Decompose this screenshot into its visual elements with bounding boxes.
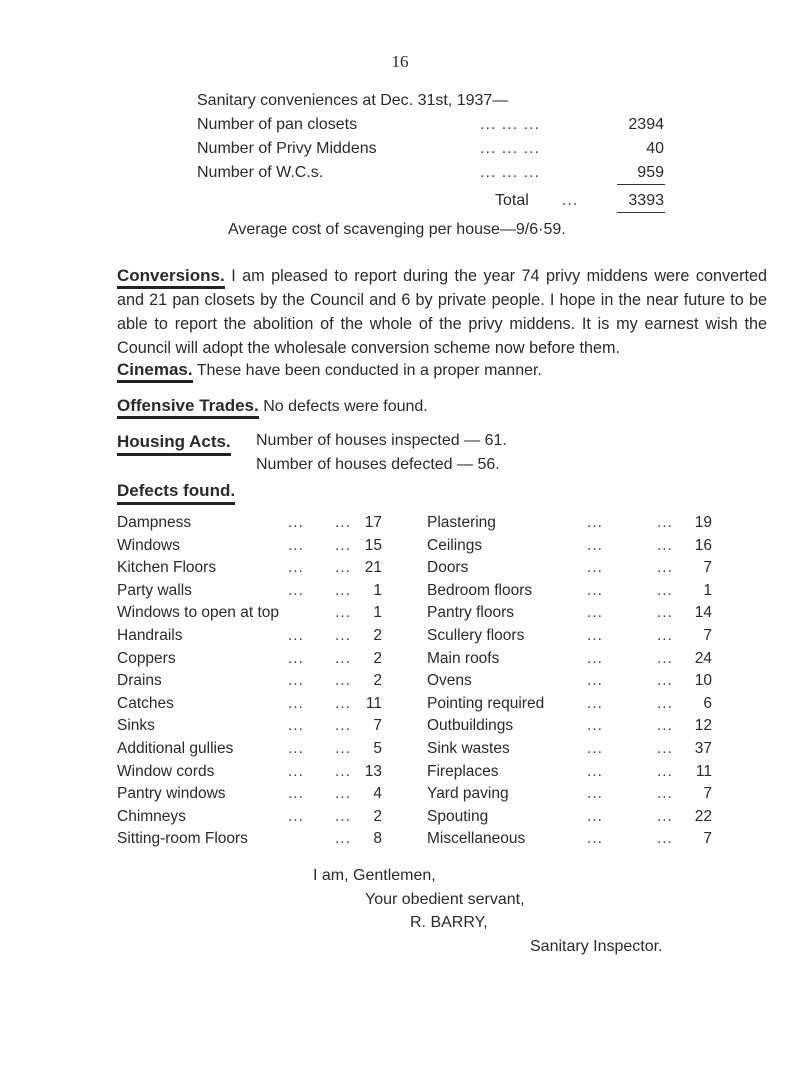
defect-dots: ... <box>657 762 673 780</box>
defect-label: Scullery floors <box>427 627 525 644</box>
defect-label: Sink wastes <box>427 740 510 757</box>
defects-row <box>0 537 800 561</box>
defect-count: 2 <box>373 649 382 667</box>
defect-count: 7 <box>703 627 712 644</box>
defect-dots: ... <box>587 581 603 599</box>
defect-count: 11 <box>365 694 382 712</box>
defect-dots: ... <box>288 581 304 599</box>
total-bottom-rule <box>617 212 665 213</box>
defect-dots: ... <box>335 627 351 644</box>
defect-dots: ... <box>335 785 351 803</box>
defect-dots: ... <box>657 785 673 803</box>
sanitary-row-label: Number of Privy Middens <box>197 140 377 157</box>
defects-row <box>0 830 800 854</box>
defect-label: Handrails <box>117 627 183 644</box>
defect-label: Chimneys <box>117 807 186 825</box>
defects-row <box>0 695 800 719</box>
sanitary-section <box>0 0 800 300</box>
defect-dots: ... <box>587 740 603 757</box>
defect-count: 2 <box>373 807 382 825</box>
housing-acts-heading: Housing Acts. <box>117 432 231 456</box>
defect-label: Coppers <box>117 649 176 667</box>
defect-label: Windows <box>117 536 180 554</box>
defect-dots: ... <box>335 581 351 599</box>
total-label: Total <box>495 192 529 209</box>
defect-dots: ... <box>288 785 304 803</box>
defect-label: Spouting <box>427 807 489 825</box>
defect-dots: ... <box>587 559 603 577</box>
defect-label: Windows to open at top <box>117 604 279 622</box>
defect-label: Dampness <box>117 514 192 531</box>
defect-count: 24 <box>694 649 712 667</box>
defect-label: Main roofs <box>427 649 500 667</box>
defect-dots: ... <box>657 740 673 757</box>
defect-dots: ... <box>288 559 304 577</box>
defect-dots: ... <box>587 649 603 667</box>
defect-dots: ... <box>288 740 304 757</box>
defect-dots: ... <box>288 536 304 554</box>
defect-count: 15 <box>364 536 382 554</box>
defect-dots: ... <box>335 807 351 825</box>
offensive-trades-heading: Offensive Trades. <box>117 396 259 419</box>
defects-row <box>0 785 800 809</box>
defect-dots: ... <box>657 717 673 735</box>
defect-label: Catches <box>117 694 174 712</box>
defect-count: 10 <box>694 672 712 690</box>
defect-label: Bedroom floors <box>427 581 533 599</box>
sanitary-row-value: 959 <box>637 164 664 181</box>
cinemas-text: These have been conducted in a proper manner. <box>196 362 542 379</box>
defects-heading: Defects found. <box>117 481 235 505</box>
defect-dots: ... <box>288 694 304 712</box>
defect-dots: ... <box>335 536 351 554</box>
signature-closing: I am, Gentlemen, <box>313 867 436 884</box>
defect-label: Pantry windows <box>117 785 226 803</box>
conversions-heading: Conversions. <box>117 266 225 289</box>
defect-dots: ... <box>657 672 673 690</box>
defect-dots: ... <box>587 762 603 780</box>
defect-dots: ... <box>335 604 351 622</box>
defects-row <box>0 604 800 628</box>
defect-dots: ... <box>288 627 304 644</box>
defect-count: 2 <box>373 672 382 690</box>
defect-dots: ... <box>335 559 351 577</box>
defect-count: 8 <box>373 830 382 848</box>
defect-dots: ... <box>587 604 603 622</box>
defects-row <box>0 627 800 651</box>
defect-dots: ... <box>657 536 673 554</box>
defect-count: 16 <box>694 536 712 554</box>
defect-label: Kitchen Floors <box>117 559 217 577</box>
defect-count: 21 <box>364 559 382 577</box>
defect-dots: ... <box>587 830 603 848</box>
defect-label: Miscellaneous <box>427 830 526 848</box>
defect-count: 4 <box>373 785 382 803</box>
defect-dots: ... <box>335 830 351 848</box>
defect-label: Yard paving <box>427 785 509 803</box>
defect-label: Additional gullies <box>117 740 234 757</box>
average-cost: Average cost of scavenging per house—9/6·59. <box>228 221 566 238</box>
defect-count: 7 <box>703 559 712 577</box>
defect-count: 1 <box>703 581 712 599</box>
defect-dots: ... <box>587 672 603 690</box>
defect-dots: ... <box>657 559 673 577</box>
defect-count: 14 <box>694 604 712 622</box>
defect-dots: ... <box>587 717 603 735</box>
defect-count: 7 <box>373 717 382 735</box>
defect-count: 5 <box>373 740 382 757</box>
defects-row <box>0 559 800 583</box>
defect-count: 22 <box>694 807 712 825</box>
defect-dots: ... <box>288 807 304 825</box>
defect-count: 13 <box>364 762 382 780</box>
defect-count: 1 <box>373 604 382 622</box>
signature-servant: Your obedient servant, <box>365 891 525 908</box>
defect-dots: ... <box>657 807 673 825</box>
sanitary-row-label: Number of W.C.s. <box>197 164 324 181</box>
signature-title: Sanitary Inspector. <box>530 938 663 955</box>
defect-label: Drains <box>117 672 162 690</box>
defect-dots: ... <box>587 514 603 531</box>
defect-count: 12 <box>694 717 712 735</box>
defect-label: Window cords <box>117 762 215 780</box>
defect-dots: ... <box>335 717 351 735</box>
sanitary-row-value: 40 <box>646 140 664 157</box>
defect-dots: ... <box>288 762 304 780</box>
defect-dots: ... <box>657 694 673 712</box>
defect-dots: ... <box>587 627 603 644</box>
defect-count: 7 <box>703 785 712 803</box>
defect-dots: ... <box>288 717 304 735</box>
defect-label: Fireplaces <box>427 762 499 780</box>
sanitary-row-dots: ... ... ... <box>480 116 540 133</box>
defects-row <box>0 808 800 832</box>
page-number: 16 <box>391 52 409 71</box>
defects-row <box>0 514 800 538</box>
total-top-rule <box>617 184 665 185</box>
defect-label: Ceilings <box>427 536 483 554</box>
defects-row <box>0 650 800 674</box>
defect-label: Party walls <box>117 581 192 599</box>
defect-dots: ... <box>657 627 673 644</box>
defect-dots: ... <box>587 694 603 712</box>
total-dots: ... <box>562 192 579 209</box>
defects-row <box>0 740 800 764</box>
defect-dots: ... <box>657 830 673 848</box>
defect-dots: ... <box>335 649 351 667</box>
conversions-text: I am pleased to report during the year 74 privy middens were converted and 21 pan closets by the Council and 6 by private people. I hope in the near future to be able to report the abolition of the whole of the privy middens. It is my earnest wish the Council will adopt the wholesale conversion scheme now before them. <box>117 267 767 357</box>
sanitary-row-value: 2394 <box>628 116 664 133</box>
defect-count: 37 <box>694 740 712 757</box>
defect-count: 17 <box>364 514 382 531</box>
defect-label: Sinks <box>117 717 155 735</box>
defects-row <box>0 717 800 741</box>
defects-row <box>0 763 800 787</box>
defect-label: Outbuildings <box>427 717 514 735</box>
offensive-trades-text: No defects were found. <box>263 398 428 415</box>
cinemas-section <box>117 360 542 380</box>
defect-dots: ... <box>657 581 673 599</box>
defect-label: Pointing required <box>427 694 545 712</box>
defect-dots: ... <box>335 740 351 757</box>
defect-dots: ... <box>587 785 603 803</box>
defect-count: 2 <box>373 627 382 644</box>
defect-dots: ... <box>587 536 603 554</box>
defect-label: Plastering <box>427 514 496 531</box>
defect-label: Doors <box>427 559 469 577</box>
defect-dots: ... <box>335 694 351 712</box>
defect-dots: ... <box>587 807 603 825</box>
offensive-trades-section <box>117 396 428 416</box>
houses-defected: Number of houses defected — 56. <box>256 456 500 473</box>
defect-dots: ... <box>657 649 673 667</box>
sanitary-row-dots: ... ... ... <box>480 164 540 181</box>
defect-count: 1 <box>373 581 382 599</box>
defect-count: 19 <box>694 514 712 531</box>
defects-row <box>0 582 800 606</box>
houses-inspected: Number of houses inspected — 61. <box>256 432 507 449</box>
signature-name: R. BARRY, <box>410 914 488 931</box>
defect-label: Sitting-room Floors <box>117 830 248 848</box>
total-value: 3393 <box>628 192 664 209</box>
defect-dots: ... <box>335 672 351 690</box>
defect-dots: ... <box>657 514 673 531</box>
sanitary-row-dots: ... ... ... <box>480 140 540 157</box>
defect-label: Ovens <box>427 672 472 690</box>
defect-dots: ... <box>657 604 673 622</box>
defect-dots: ... <box>335 762 351 780</box>
defects-row <box>0 672 800 696</box>
sanitary-row-label: Number of pan closets <box>197 116 358 133</box>
defect-count: 6 <box>703 694 712 712</box>
defect-count: 7 <box>703 830 712 848</box>
sanitary-heading: Sanitary conveniences at Dec. 31st, 1937— <box>197 92 509 109</box>
defect-dots: ... <box>288 649 304 667</box>
defect-count: 11 <box>695 762 712 780</box>
defect-dots: ... <box>288 672 304 690</box>
defect-dots: ... <box>335 514 351 531</box>
defect-label: Pantry floors <box>427 604 515 622</box>
cinemas-heading: Cinemas. <box>117 360 193 383</box>
defect-dots: ... <box>288 514 304 531</box>
